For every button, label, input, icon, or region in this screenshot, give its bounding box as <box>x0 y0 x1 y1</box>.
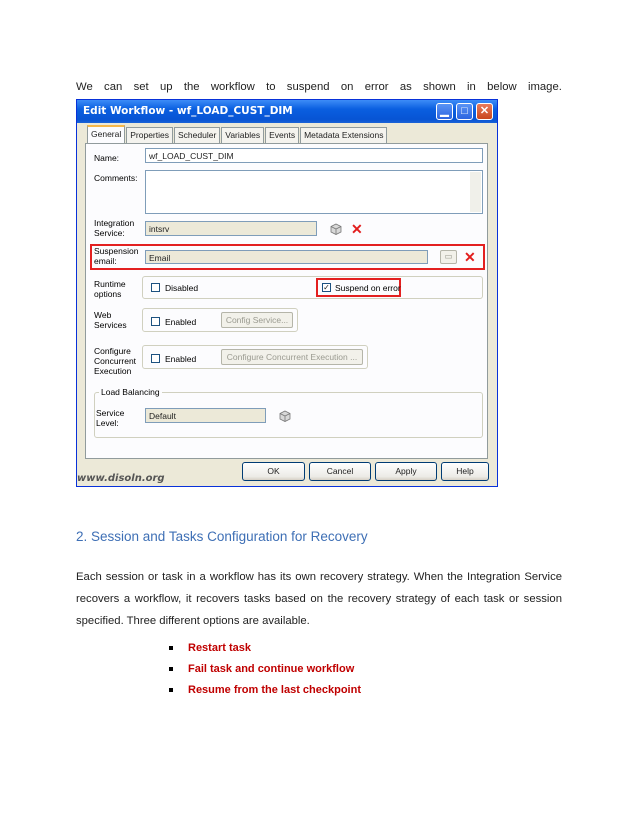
help-button[interactable]: Help <box>441 462 489 481</box>
minimize-icon[interactable]: ▁ <box>436 103 453 120</box>
section-heading: 2. Session and Tasks Configuration for Recovery <box>76 529 368 544</box>
list-item: Resume from the last checkpoint <box>169 684 361 705</box>
disabled-label: Disabled <box>165 283 199 293</box>
name-field[interactable]: wf_LOAD_CUST_DIM <box>145 148 483 163</box>
concurrent-enabled-label: Enabled <box>165 354 197 364</box>
web-services-label: Web Services <box>94 310 127 330</box>
service-level-field[interactable]: Default <box>145 408 266 423</box>
apply-button[interactable]: Apply <box>375 462 437 481</box>
suspension-email-field[interactable]: Email <box>145 250 428 264</box>
name-label: Name: <box>94 153 120 163</box>
clear-email-icon[interactable]: ✕ <box>464 249 476 265</box>
section-paragraph: Each session or task in a workflow has its own recovery strategy. When the Integration Service recovers a workflow, it recovers tasks based on the recovery strategy of each task or session specified. Three different options are available. <box>76 571 562 627</box>
configure-concurrent-button[interactable]: Configure Concurrent Execution ... <box>221 349 363 365</box>
concurrent-execution-label: Configure Concurrent Execution <box>94 346 137 376</box>
dialog-tabs <box>87 127 388 143</box>
maximize-icon[interactable]: □ <box>456 103 473 120</box>
ok-button[interactable]: OK <box>242 462 305 481</box>
disabled-checkbox[interactable] <box>151 283 160 292</box>
tab-events[interactable]: Events <box>265 127 299 143</box>
suspend-on-error-label: Suspend on error <box>335 283 401 293</box>
integration-service-label: Integration Service: <box>94 218 135 238</box>
cancel-button[interactable]: Cancel <box>309 462 371 481</box>
comments-scrollbar[interactable] <box>470 172 481 212</box>
web-enabled-label: Enabled <box>165 317 197 327</box>
comments-label: Comments: <box>94 173 138 183</box>
tab-variables[interactable]: Variables <box>221 127 264 143</box>
list-item: Fail task and continue workflow <box>169 663 361 684</box>
suspend-on-error-checkbox[interactable]: ✓ <box>323 283 330 292</box>
edit-workflow-dialog-screenshot <box>76 99 498 487</box>
load-balancing-legend: Load Balancing <box>101 387 160 397</box>
comments-field[interactable] <box>145 170 483 214</box>
intro-sentence: We can set up the workflow to suspend on error as shown in below image. <box>76 81 562 93</box>
concurrent-enabled-checkbox[interactable] <box>151 354 160 363</box>
general-panel <box>85 143 488 459</box>
tab-properties[interactable]: Properties <box>126 127 173 143</box>
browse-cube-icon[interactable] <box>330 223 342 235</box>
email-browse-icon[interactable]: ▭ <box>440 250 457 264</box>
tab-metadata-extensions[interactable]: Metadata Extensions <box>300 127 387 143</box>
service-level-label: Service Level: <box>96 408 125 428</box>
tab-scheduler[interactable]: Scheduler <box>174 127 220 143</box>
dialog-title: Edit Workflow - wf_LOAD_CUST_DIM <box>83 105 293 117</box>
dialog-titlebar <box>77 100 497 123</box>
config-service-button[interactable]: Config Service... <box>221 312 293 328</box>
recovery-options-list <box>169 642 361 705</box>
watermark: www.disoln.org <box>77 473 165 484</box>
list-item: Restart task <box>169 642 361 663</box>
web-enabled-checkbox[interactable] <box>151 317 160 326</box>
tab-general[interactable]: General <box>87 125 125 144</box>
service-level-cube-icon[interactable] <box>279 410 291 422</box>
close-icon[interactable]: ✕ <box>476 103 493 120</box>
clear-integration-icon[interactable]: ✕ <box>351 221 363 237</box>
runtime-options-label: Runtime options <box>94 279 126 299</box>
integration-service-field[interactable]: intsrv <box>145 221 317 236</box>
suspension-email-label: Suspension email: <box>94 246 139 266</box>
